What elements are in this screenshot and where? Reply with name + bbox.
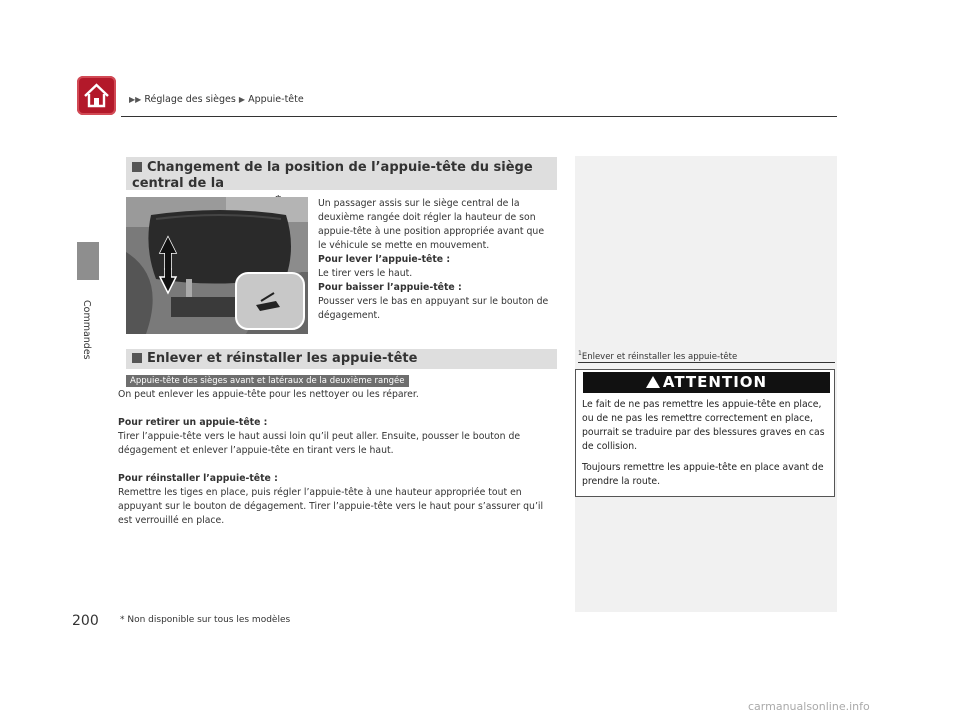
reinstall-text: Remettre les tiges en place, puis régler l’appuie-tête à une hauteur appropriée tout en appuyant sur le bouton de dégagement. Tirer l’appuie-tête vers le haut pour s’assurer qu’il est verrouillé en place.: [118, 487, 544, 526]
breadcrumb-item-seat-adjustment[interactable]: Réglage des sièges: [144, 94, 236, 105]
lower-label: Pour baisser l’appuie-tête :: [318, 282, 462, 293]
section-heading-remove-reinstall: [126, 349, 557, 369]
note-divider: [578, 362, 835, 363]
chapter-label: Commandes: [81, 300, 92, 360]
note-title: [578, 350, 737, 362]
reinstall-label: Pour réinstaller l’appuie-tête :: [118, 473, 278, 484]
breadcrumb-item-headrest[interactable]: Appuie-tête: [248, 94, 304, 105]
warning-text: [582, 398, 830, 489]
section-heading-center-headrest: [126, 157, 557, 190]
remove-text: Tirer l’appuie-tête vers le haut aussi loin qu’il peut aller. Ensuite, pousser le bouton de dégagement et enlever l’appuie-tête en tirant vers le haut.: [118, 431, 521, 456]
warning-banner: [583, 372, 830, 393]
section1-body: [318, 197, 550, 323]
page-number: 200: [72, 613, 99, 629]
section1-intro: Un passager assis sur le siège central de la deuxième rangée doit régler la hauteur de son appuie-tête à une position appropriée avant que le véhicule se mette en mouvement.: [318, 198, 545, 251]
raise-text: Le tirer vers le haut.: [318, 268, 413, 279]
header-divider: [121, 116, 837, 117]
subheading-badge: Appuie-tête des sièges avant et latéraux de la deuxième rangée: [126, 375, 409, 387]
watermark: carmanualsonline.info: [748, 700, 870, 713]
section2-body: [118, 388, 558, 528]
section2-intro: On peut enlever les appuie-tête pour les nettoyer ou les réparer.: [118, 389, 419, 400]
warning-text-2: Toujours remettre les appuie-tête en place avant de prendre la route.: [582, 462, 824, 487]
section2-title: Enlever et réinstaller les appuie-tête: [147, 351, 418, 366]
headrest-photo: [126, 197, 308, 334]
note-marker: 1: [578, 350, 582, 357]
home-icon: [81, 80, 112, 111]
remove-label: Pour retirer un appuie-tête :: [118, 417, 268, 428]
chevron-right-icon: ▶▶: [129, 95, 142, 104]
square-bullet-icon: [132, 353, 142, 363]
warning-text-1: Le fait de ne pas remettre les appuie-tête en place, ou de ne pas les remettre correctement en place, pourrait se traduire par des blessures graves en cas de collision.: [582, 399, 825, 452]
chapter-tab[interactable]: [77, 242, 99, 280]
section-title-line1: Changement de la position de l’appuie-tête du siège central de la: [132, 160, 533, 191]
footnote: * Non disponible sur tous les modèles: [120, 615, 291, 625]
square-bullet-icon: [132, 162, 142, 172]
warning-label: ATTENTION: [662, 373, 768, 391]
warning-triangle-icon: [646, 376, 660, 388]
lower-text: Pousser vers le bas en appuyant sur le bouton de dégagement.: [318, 296, 549, 321]
raise-label: Pour lever l’appuie-tête :: [318, 254, 451, 265]
note-title-text: Enlever et réinstaller les appuie-tête: [581, 351, 738, 362]
chevron-right-icon: ▶: [238, 95, 246, 104]
home-button[interactable]: [77, 76, 116, 115]
breadcrumb: [129, 94, 304, 105]
